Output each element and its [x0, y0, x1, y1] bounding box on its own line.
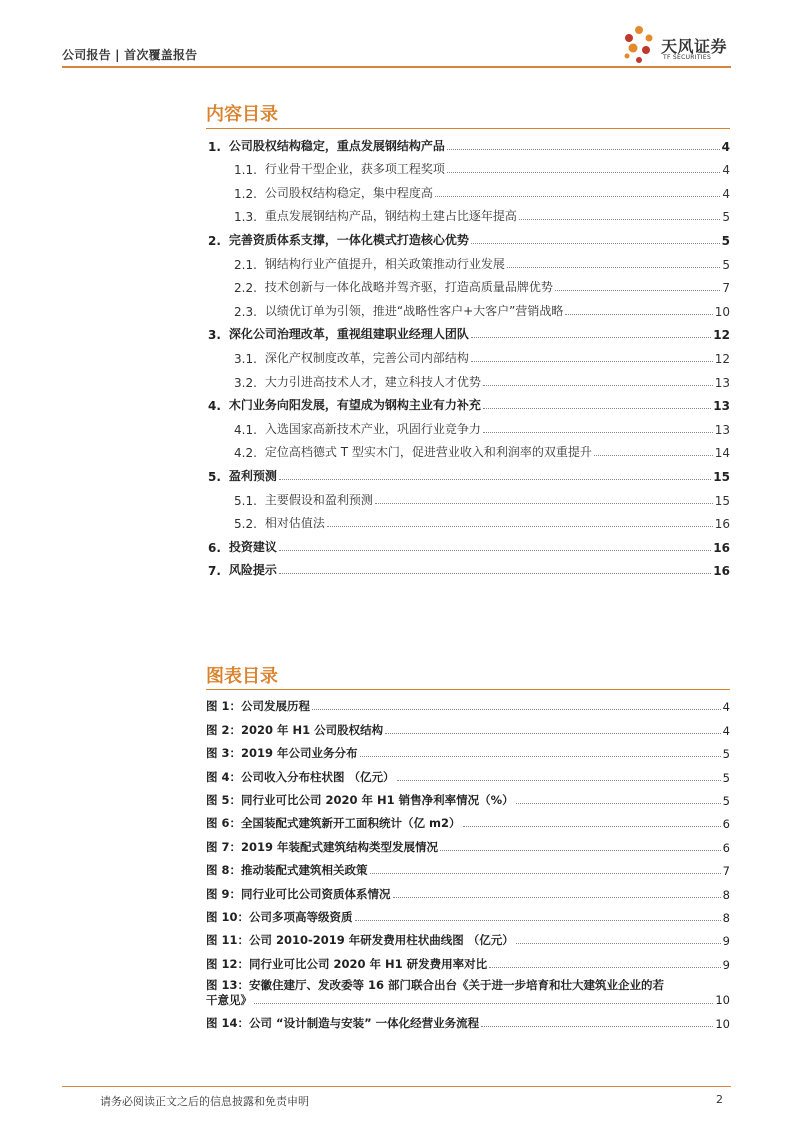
logo-text-en: TF SECURITIES — [663, 54, 712, 61]
figure-entry-text: 图 14：公司 “设计制造与安装” 一体化经营业务流程 — [206, 1016, 480, 1031]
toc-entry[interactable] — [206, 531, 730, 555]
company-logo — [619, 20, 731, 66]
dot-leader — [312, 709, 721, 710]
toc-entry-number: 5.1. — [234, 493, 257, 508]
toc-entry-number: 4.1. — [234, 422, 257, 437]
toc-entry-text: 木门业务向阳发展，有望成为钢构主业有力补充 — [228, 398, 481, 413]
figure-entry-text-cont: 干意见》 — [206, 992, 252, 1007]
toc-entry-page: 4 — [722, 186, 730, 201]
toc-entry-number: 3.1. — [234, 351, 257, 366]
figure-entry[interactable] — [206, 855, 730, 878]
toc-entry-number: 2.1. — [234, 257, 257, 272]
dot-leader — [327, 526, 713, 527]
toc-entry-page: 14 — [714, 446, 730, 461]
toc-entry-number: 1.2. — [234, 186, 257, 201]
toc-entry[interactable] — [206, 130, 730, 154]
dot-leader — [483, 385, 713, 386]
figure-entry-page: 5 — [722, 793, 730, 808]
toc-entry[interactable] — [206, 154, 730, 178]
figure-entry-page: 6 — [722, 840, 730, 855]
dot-leader — [279, 479, 711, 480]
toc-entry-text: 相对估值法 — [264, 516, 325, 531]
toc-entry-number: 2.3. — [234, 304, 257, 319]
toc-title-rule — [206, 128, 730, 129]
dot-leader — [516, 803, 721, 804]
toc-entry-text: 以绩优订单为引领，推进“战略性客户+大客户”营销战略 — [264, 303, 564, 318]
figure-entry-page: 4 — [722, 700, 730, 715]
toc-entry-number: 5. — [208, 469, 221, 484]
dot-leader — [471, 337, 711, 338]
figure-entry-text: 图 11：公司 2010-2019 年研发费用柱状曲线图 （亿元） — [206, 933, 514, 948]
toc-entry-text: 深化产权制度改革，完善公司内部结构 — [264, 350, 469, 365]
dot-leader — [279, 550, 711, 551]
toc-entry-page: 7 — [722, 281, 730, 296]
footer-divider — [62, 1086, 731, 1087]
header-divider — [62, 66, 731, 68]
logo-mark-icon — [619, 20, 659, 66]
figure-entry[interactable] — [206, 785, 730, 808]
toc-entry-page: 5 — [722, 210, 730, 225]
toc-entry-page: 16 — [714, 517, 730, 532]
figure-entry-page: 8 — [722, 910, 730, 925]
figure-entry[interactable] — [206, 761, 730, 784]
toc-entry[interactable] — [206, 460, 730, 484]
dot-leader — [565, 314, 712, 315]
figure-entry[interactable] — [206, 1008, 730, 1031]
figure-entry[interactable] — [206, 808, 730, 831]
toc-entry-page: 12 — [713, 328, 730, 343]
toc-entry-page: 15 — [714, 493, 730, 508]
toc-entry[interactable] — [206, 484, 730, 508]
figure-entry-text: 图 8：推动装配式建筑相关政策 — [206, 863, 368, 878]
toc-entry-number: 4. — [208, 399, 221, 414]
figure-entry-page: 5 — [722, 747, 730, 762]
toc-entry-number: 2.2. — [234, 281, 257, 296]
toc-list — [206, 130, 730, 578]
toc-entry-number: 2. — [208, 233, 221, 248]
toc-entry-page: 16 — [713, 540, 730, 555]
dot-leader — [370, 873, 721, 874]
toc-entry-text: 主要假设和盈利预测 — [264, 492, 373, 507]
toc-entry[interactable] — [206, 224, 730, 248]
figure-entry-page: 9 — [722, 957, 730, 972]
toc-entry-number: 1. — [208, 139, 221, 154]
dot-leader — [481, 1026, 713, 1027]
toc-entry-page: 16 — [713, 564, 730, 579]
figure-entry[interactable] — [206, 831, 730, 854]
figure-entry-text: 图 4：公司收入分布柱状图 （亿元） — [206, 769, 395, 784]
figure-entry-text: 图 1：公司发展历程 — [206, 699, 311, 714]
dot-leader — [463, 826, 721, 827]
dot-leader — [435, 196, 720, 197]
page-number: 2 — [716, 1093, 723, 1106]
toc-entry-page: 10 — [714, 304, 730, 319]
toc-entry-text: 风险提示 — [228, 563, 277, 578]
figure-entry-page: 10 — [715, 992, 730, 1007]
toc-entry-number: 1.1. — [234, 163, 257, 178]
dot-leader — [483, 432, 713, 433]
figure-entry[interactable] — [206, 972, 730, 1008]
dot-leader — [279, 573, 711, 574]
toc-entry-page: 5 — [721, 233, 730, 248]
toc-entry[interactable] — [206, 319, 730, 343]
figure-entry[interactable] — [206, 948, 730, 971]
toc-entry-page: 13 — [713, 399, 730, 414]
figure-entry[interactable] — [206, 878, 730, 901]
dot-leader — [483, 408, 711, 409]
dot-leader — [440, 850, 721, 851]
toc-entry[interactable] — [206, 366, 730, 390]
dot-leader — [594, 455, 713, 456]
toc-entry[interactable] — [206, 295, 730, 319]
toc-entry-text: 行业骨干型企业，获多项工程奖项 — [264, 162, 445, 177]
toc-entry-page: 15 — [713, 469, 730, 484]
figure-entry[interactable] — [206, 714, 730, 737]
dot-leader — [375, 503, 713, 504]
toc-entry[interactable] — [206, 555, 730, 579]
dot-leader — [507, 267, 720, 268]
figure-entry-page: 5 — [722, 770, 730, 785]
figure-entry-page: 4 — [722, 723, 730, 738]
figure-entry-page: 7 — [722, 864, 730, 879]
toc-entry-number: 1.3. — [234, 210, 257, 225]
toc-title: 内容目录 — [206, 104, 278, 125]
dot-leader — [489, 967, 721, 968]
toc-entry-text: 技术创新与一体化战略并驾齐驱，打造高质量品牌优势 — [264, 280, 553, 295]
figure-entry-text: 图 12：同行业可比公司 2020 年 H1 研发费用率对比 — [206, 956, 488, 971]
toc-entry-text: 深化公司治理改革，重视组建职业经理人团队 — [228, 327, 469, 342]
figure-entry-text: 图 2：2020 年 H1 公司股权结构 — [206, 722, 384, 737]
dot-leader — [447, 149, 720, 150]
figure-entry-page: 9 — [722, 934, 730, 949]
toc-entry-number: 6. — [208, 540, 221, 555]
dot-leader — [519, 219, 720, 220]
toc-entry-text: 公司股权结构稳定，集中程度高 — [264, 185, 433, 200]
toc-entry[interactable] — [206, 342, 730, 366]
toc-entry[interactable] — [206, 272, 730, 296]
toc-entry-text: 重点发展钢结构产品，钢结构土建占比逐年提高 — [264, 209, 517, 224]
toc-entry-number: 5.2. — [234, 517, 257, 532]
toc-entry-page: 13 — [714, 375, 730, 390]
dot-leader — [254, 1003, 713, 1004]
dot-leader — [471, 243, 720, 244]
toc-entry-number: 3.2. — [234, 375, 257, 390]
toc-entry-text: 大力引进高技术人才，建立科技人才优势 — [264, 374, 481, 389]
dot-leader — [397, 780, 721, 781]
toc-entry-text: 钢结构行业产值提升，相关政策推动行业发展 — [264, 256, 505, 271]
footer-disclaimer: 请务必阅读正文之后的信息披露和免责申明 — [100, 1095, 309, 1108]
toc-entry[interactable] — [206, 508, 730, 532]
toc-entry-text: 入选国家高新技术产业，巩固行业竞争力 — [264, 421, 481, 436]
figures-title-rule — [206, 689, 730, 690]
toc-entry[interactable] — [206, 201, 730, 225]
figure-entry-page: 10 — [715, 1017, 730, 1032]
figures-title: 图表目录 — [206, 666, 278, 687]
figure-entry[interactable] — [206, 925, 730, 948]
toc-entry-text: 盈利预测 — [228, 468, 277, 483]
figure-entry[interactable] — [206, 691, 730, 714]
toc-entry[interactable] — [206, 413, 730, 437]
toc-entry[interactable] — [206, 437, 730, 461]
toc-entry-text: 公司股权结构稳定，重点发展钢结构产品 — [228, 138, 445, 153]
toc-entry-text: 完善资质体系支撑，一体化模式打造核心优势 — [228, 232, 469, 247]
figure-entry-text: 图 9：同行业可比公司资质体系情况 — [206, 886, 391, 901]
dot-leader — [385, 733, 721, 734]
dot-leader — [516, 943, 721, 944]
toc-entry[interactable] — [206, 248, 730, 272]
toc-entry-number: 4.2. — [234, 446, 257, 461]
toc-entry-text: 定位高档德式 T 型实木门，促进营业收入和利润率的双重提升 — [264, 445, 592, 460]
dot-leader — [360, 756, 721, 757]
figure-entry[interactable] — [206, 738, 730, 761]
toc-entry-number: 3. — [208, 328, 221, 343]
dot-leader — [555, 290, 720, 291]
toc-entry-text: 投资建议 — [228, 539, 277, 554]
dot-leader — [471, 361, 713, 362]
figure-entry-text: 图 6：全国装配式建筑新开工面积统计（亿 m2） — [206, 816, 461, 831]
toc-entry-page: 12 — [714, 351, 730, 366]
figure-entry-text: 图 5：同行业可比公司 2020 年 H1 销售净利率情况（%） — [206, 792, 514, 807]
figures-list — [206, 691, 730, 1031]
toc-entry-number: 7. — [208, 564, 221, 579]
logo-text-cn: 天风证券 — [661, 37, 728, 56]
dot-leader — [393, 897, 721, 898]
figure-entry-page: 8 — [722, 887, 730, 902]
dot-leader — [355, 920, 721, 921]
figure-entry-text: 图 3：2019 年公司业务分布 — [206, 746, 358, 761]
report-type-label: 公司报告 | 首次覆盖报告 — [62, 48, 198, 62]
toc-entry-page: 13 — [714, 422, 730, 437]
toc-entry[interactable] — [206, 177, 730, 201]
toc-entry-page: 5 — [722, 257, 730, 272]
figure-entry-text: 图 7：2019 年装配式建筑结构类型发展情况 — [206, 839, 439, 854]
figure-entry[interactable] — [206, 902, 730, 925]
figure-entry-page: 6 — [722, 817, 730, 832]
figure-entry-text: 图 10：公司多项高等级资质 — [206, 909, 353, 924]
toc-entry-page: 4 — [722, 163, 730, 178]
toc-entry-page: 4 — [721, 139, 730, 154]
dot-leader — [447, 172, 720, 173]
toc-entry[interactable] — [206, 390, 730, 414]
figure-entry-text: 图 13：安徽住建厅、发改委等 16 部门联合出台《关于进一步培育和壮大建筑业企业的若 — [206, 977, 665, 992]
